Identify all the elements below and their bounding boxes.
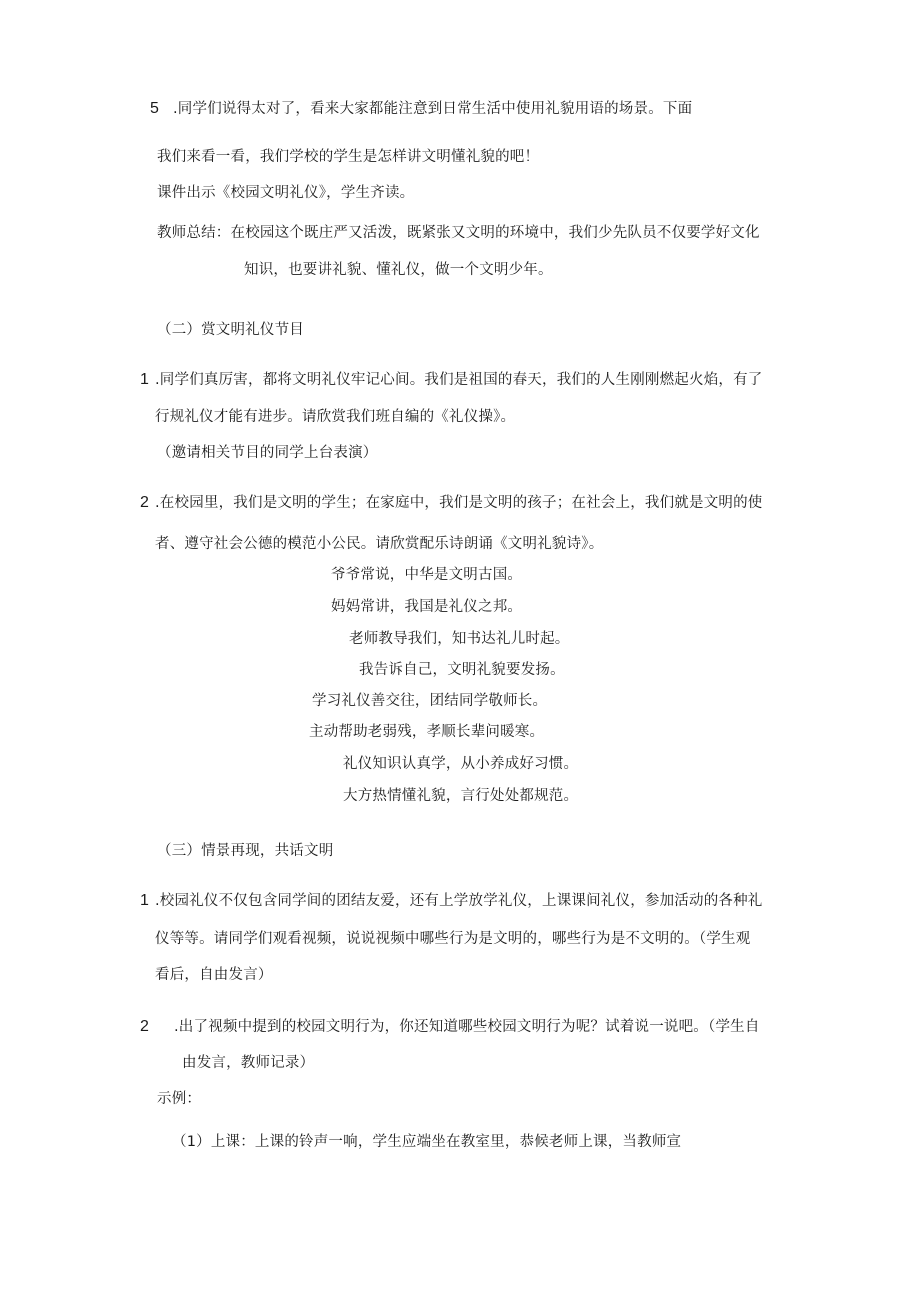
poem-line: 礼仪知识认真学，从小养成好习惯。 bbox=[343, 756, 579, 772]
item-number: 5 bbox=[150, 100, 160, 117]
section-heading: （二）赏文明礼仪节目 bbox=[157, 322, 304, 338]
example-label: 示例： bbox=[157, 1091, 202, 1107]
poem-line: 学习礼仪善交往，团结同学敬师长。 bbox=[312, 693, 548, 709]
paragraph-line: 行规礼仪才能有进步。请欣赏我们班自编的《礼仪操》。 bbox=[155, 409, 516, 425]
item-number: 2 bbox=[140, 1018, 150, 1035]
paragraph-line: 看后，自由发言） bbox=[155, 967, 273, 983]
paragraph-line: 仪等等。请同学们观看视频，说说视频中哪些行为是文明的，哪些行为是不文明的。（学生观 bbox=[155, 931, 751, 947]
poem-line: 主动帮助老弱残，孝顺长辈问暖寒。 bbox=[309, 724, 545, 740]
paragraph-line: .出了视频中提到的校园文明行为，你还知道哪些校园文明行为呢？试着说一说吧。（学生自 bbox=[174, 1019, 760, 1035]
paragraph-line: 教师总结：在校园这个既庄严又活泼，既紧张又文明的环境中，我们少先队员不仅要学好文化 bbox=[157, 225, 760, 241]
item-number: 1 bbox=[140, 892, 150, 909]
paragraph-line: .同学们真厉害，都将文明礼仪牢记心间。我们是祖国的春天，我们的人生刚刚燃起火焰，有了 bbox=[155, 372, 763, 388]
paragraph-line: 我们来看一看，我们学校的学生是怎样讲文明懂礼貌的吧！ bbox=[157, 149, 540, 165]
item-number: 2 bbox=[140, 494, 150, 511]
item-number: 1 bbox=[140, 371, 150, 388]
paragraph-line: 者、遵守社会公德的模范小公民。请欣赏配乐诗朗诵《文明礼貌诗》。 bbox=[155, 536, 604, 552]
paragraph-line: 课件出示《校园文明礼仪》，学生齐读。 bbox=[157, 185, 415, 201]
poem-line: 爷爷常说，中华是文明古国。 bbox=[331, 567, 523, 583]
poem-line: 老师教导我们，知书达礼儿时起。 bbox=[349, 631, 570, 647]
paragraph-line: （邀请相关节目的同学上台表演） bbox=[157, 445, 378, 461]
paragraph-line: 知识，也要讲礼貌、懂礼仪，做一个文明少年。 bbox=[244, 262, 553, 278]
paragraph-line: .校园礼仪不仅包含同学间的团结友爱，还有上学放学礼仪，上课课间礼仪，参加活动的各种礼 bbox=[155, 893, 763, 909]
example-line: （1）上课：上课的铃声一响，学生应端坐在教室里，恭候老师上课，当教师宣 bbox=[172, 1134, 682, 1150]
paragraph-line: .同学们说得太对了，看来大家都能注意到日常生活中使用礼貌用语的场景。下面 bbox=[173, 101, 693, 117]
poem-line: 大方热情懂礼貌，言行处处都规范。 bbox=[343, 788, 579, 804]
poem-line: 妈妈常讲，我国是礼仪之邦。 bbox=[331, 599, 523, 615]
paragraph-line: .在校园里，我们是文明的学生；在家庭中，我们是文明的孩子；在社会上，我们就是文明的使 bbox=[155, 495, 763, 511]
paragraph-line: 由发言，教师记录） bbox=[182, 1055, 315, 1071]
section-heading: （三）情景再现，共话文明 bbox=[157, 843, 334, 859]
poem-line: 我告诉自己，文明礼貌要发扬。 bbox=[359, 662, 565, 678]
